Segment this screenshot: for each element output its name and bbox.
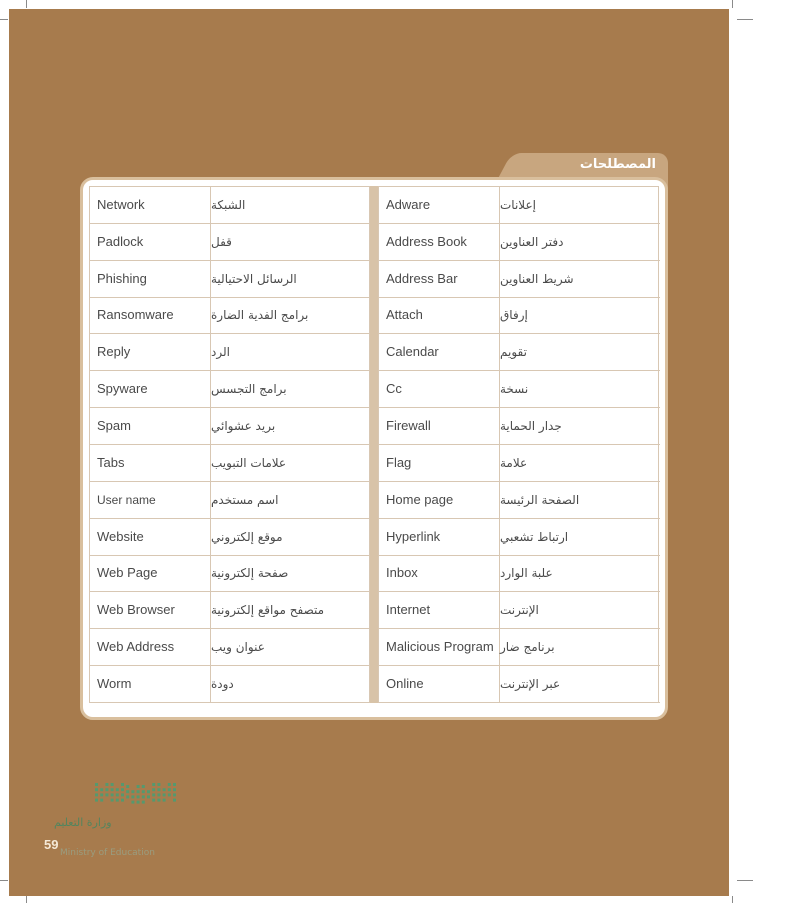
term-english: Network bbox=[90, 187, 211, 223]
crop-mark bbox=[737, 880, 753, 881]
glossary-left-column bbox=[89, 186, 370, 703]
glossary-row bbox=[379, 629, 660, 666]
glossary-row bbox=[90, 261, 371, 298]
term-arabic: نسخة bbox=[500, 382, 529, 397]
term-english: Spam bbox=[90, 408, 211, 444]
term-arabic: موقع إلكتروني bbox=[211, 529, 283, 544]
glossary-row bbox=[90, 519, 371, 556]
term-arabic: متصفح مواقع إلكترونية bbox=[211, 603, 325, 618]
term-arabic: إرفاق bbox=[500, 308, 528, 323]
term-arabic: برامج الفدية الضارة bbox=[211, 308, 309, 323]
term-english: User name bbox=[90, 482, 211, 518]
term-english: Attach bbox=[379, 298, 500, 334]
glossary-row bbox=[379, 445, 660, 482]
glossary-row bbox=[90, 224, 371, 261]
term-english: Adware bbox=[379, 187, 500, 223]
term-arabic: قفل bbox=[211, 234, 232, 249]
column-divider bbox=[370, 186, 378, 703]
section-title: المصطلحات bbox=[579, 157, 656, 172]
glossary-row bbox=[379, 224, 660, 261]
term-english: Worm bbox=[90, 666, 211, 702]
term-arabic: عنوان ويب bbox=[211, 640, 265, 655]
glossary-row bbox=[379, 334, 660, 371]
glossary-row bbox=[90, 371, 371, 408]
term-arabic: ارتباط تشعبي bbox=[500, 529, 569, 544]
term-arabic: اسم مستخدم bbox=[211, 492, 279, 507]
term-arabic: برامج التجسس bbox=[211, 382, 287, 397]
glossary-row bbox=[90, 629, 371, 666]
term-english: Spyware bbox=[90, 371, 211, 407]
term-arabic: إعلانات bbox=[500, 197, 536, 212]
term-arabic: عبر الإنترنت bbox=[500, 677, 561, 692]
glossary-right-column bbox=[378, 186, 659, 703]
term-arabic: الشبكة bbox=[211, 197, 246, 212]
glossary-row bbox=[90, 445, 371, 482]
glossary-row bbox=[90, 556, 371, 593]
glossary-row bbox=[90, 187, 371, 224]
term-english: Address Bar bbox=[379, 261, 500, 297]
term-english: Address Book bbox=[379, 224, 500, 260]
glossary-table bbox=[89, 186, 659, 703]
glossary-row bbox=[379, 556, 660, 593]
term-english: Flag bbox=[379, 445, 500, 481]
ministry-name: وزارة التعليم bbox=[54, 816, 112, 829]
term-arabic: الرسائل الاحتيالية bbox=[211, 271, 297, 286]
glossary-row bbox=[379, 298, 660, 335]
ministry-subtitle: Ministry of Education bbox=[60, 848, 155, 858]
term-arabic: تقويم bbox=[500, 345, 527, 360]
term-arabic: دودة bbox=[211, 677, 234, 692]
term-arabic: الإنترنت bbox=[500, 603, 539, 618]
term-arabic: الصفحة الرئيسة bbox=[500, 492, 580, 507]
term-english: Tabs bbox=[90, 445, 211, 481]
term-english: Hyperlink bbox=[379, 519, 500, 555]
crop-mark bbox=[732, 0, 733, 8]
term-arabic: علبة الوارد bbox=[500, 566, 553, 581]
term-english: Padlock bbox=[90, 224, 211, 260]
glossary-row bbox=[379, 408, 660, 445]
glossary-row bbox=[90, 334, 371, 371]
term-arabic: دفتر العناوين bbox=[500, 234, 564, 249]
glossary-row bbox=[90, 666, 371, 703]
crop-mark bbox=[0, 880, 8, 881]
glossary-row bbox=[379, 187, 660, 224]
term-arabic: شريط العناوين bbox=[500, 271, 574, 286]
page-number: 59 bbox=[44, 837, 59, 852]
ministry-logo-icon bbox=[92, 780, 182, 806]
crop-mark bbox=[26, 896, 27, 903]
term-english: Inbox bbox=[379, 556, 500, 592]
crop-mark bbox=[26, 0, 27, 8]
term-english: Calendar bbox=[379, 334, 500, 370]
term-arabic: علامات التبويب bbox=[211, 455, 287, 470]
glossary-row bbox=[90, 482, 371, 519]
term-english: Phishing bbox=[90, 261, 211, 297]
term-english: Home page bbox=[379, 482, 500, 518]
term-arabic: الرد bbox=[211, 345, 230, 360]
term-arabic: علامة bbox=[500, 455, 528, 470]
term-english: Reply bbox=[90, 334, 211, 370]
term-arabic: صفحة إلكترونية bbox=[211, 566, 289, 581]
term-english: Web Page bbox=[90, 556, 211, 592]
glossary-row bbox=[379, 519, 660, 556]
term-english: Online bbox=[379, 666, 500, 702]
term-english: Web Browser bbox=[90, 592, 211, 628]
crop-mark bbox=[0, 19, 8, 20]
glossary-row bbox=[90, 408, 371, 445]
term-english: Ransomware bbox=[90, 298, 211, 334]
glossary-row bbox=[90, 298, 371, 335]
glossary-row bbox=[379, 482, 660, 519]
crop-mark bbox=[737, 19, 753, 20]
glossary-row bbox=[379, 261, 660, 298]
term-english: Cc bbox=[379, 371, 500, 407]
glossary-row bbox=[379, 592, 660, 629]
glossary-row bbox=[379, 371, 660, 408]
term-english: Website bbox=[90, 519, 211, 555]
term-english: Firewall bbox=[379, 408, 500, 444]
term-arabic: برنامج ضار bbox=[500, 640, 555, 655]
crop-mark bbox=[732, 896, 733, 903]
term-arabic: بريد عشوائي bbox=[211, 419, 276, 434]
term-arabic: جدار الحماية bbox=[500, 419, 562, 434]
term-english: Internet bbox=[379, 592, 500, 628]
term-english: Web Address bbox=[90, 629, 211, 665]
term-english: Malicious Program bbox=[379, 629, 500, 665]
glossary-row bbox=[379, 666, 660, 703]
glossary-row bbox=[90, 592, 371, 629]
